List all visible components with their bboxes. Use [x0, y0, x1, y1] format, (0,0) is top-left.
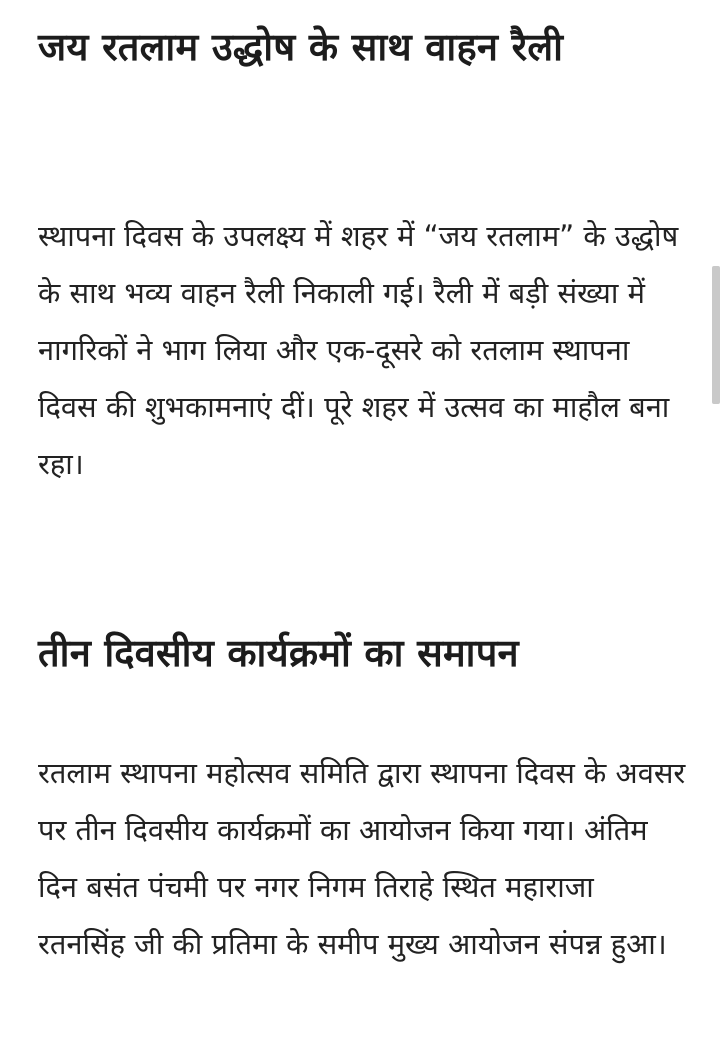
- section-heading-vehicle-rally: जय रतलाम उद्धोष के साथ वाहन रैली: [38, 25, 564, 69]
- scrollbar-thumb[interactable]: [712, 266, 720, 404]
- section-paragraph-vehicle-rally: स्थापना दिवस के उपलक्ष्य में शहर में “जय रतलाम” के उद्धोष के साथ भव्य वाहन रैली निकाली गई। रैली में बड़ी संख्या में नागरिकों ने भाग लिया और एक-दूसरे को रतलाम स्थापना दिवस की शुभकामनाएं दीं। पूरे शहर में उत्सव का माहौल बना रहा।: [38, 219, 679, 481]
- section-heading-three-day-events: तीन दिवसीय कार्यक्रमों का समापन: [38, 631, 519, 675]
- section-paragraph-three-day-events: रतलाम स्थापना महोत्सव समिति द्वारा स्थापना दिवस के अवसर पर तीन दिवसीय कार्यक्रमों का आयोजन किया गया। अंतिम दिन बसंत पंचमी पर नगर निगम तिराहे स्थित महाराजा रतनसिंह जी की प्रतिमा के समीप मुख्य आयोजन संपन्न हुआ।: [38, 756, 686, 961]
